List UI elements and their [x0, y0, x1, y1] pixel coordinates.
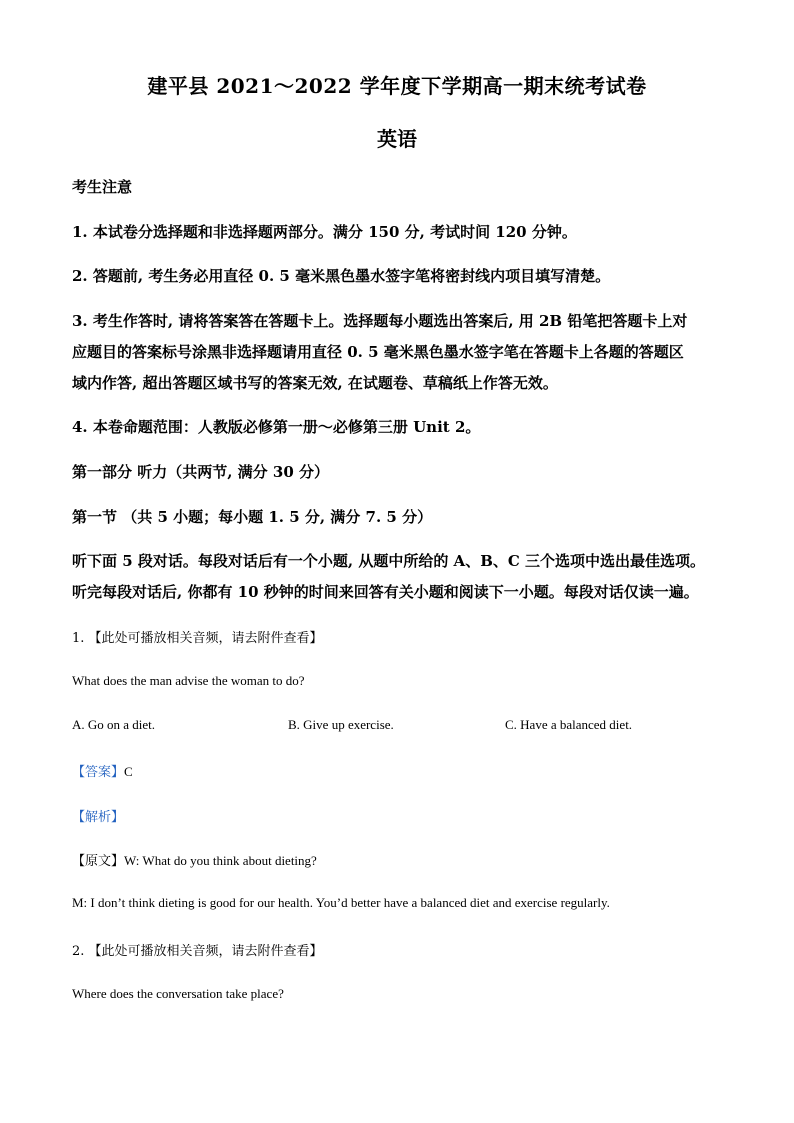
answer-tag: 【答案】 — [72, 765, 125, 780]
part1-heading: 第一部分 听力（共两节, 满分 30 分） — [72, 463, 329, 481]
q1-question: What does the man advise the woman to do? — [72, 673, 305, 688]
q1-answer-line — [72, 761, 133, 780]
q1-original-w: W: What do you think about dieting? — [124, 853, 317, 868]
subject-title: 英语 — [377, 127, 417, 151]
q1-option-a: A. Go on a diet. — [72, 717, 156, 732]
q2-audio-note: 2. 【此处可播放相关音频，请去附件查看】 — [72, 944, 323, 959]
listening-instructions-1: 听下面 5 段对话。每段对话后有一个小题, 从题中所给的 A、B、C 三个选项中选出最佳选项。 — [72, 552, 706, 570]
analysis-tag: 【解析】 — [72, 810, 125, 825]
q1-audio-note: 1. 【此处可播放相关音频，请去附件查看】 — [72, 631, 323, 646]
q1-original-m: M: I don’t think dieting is good for our health. You’d better have a balanced diet and exercise regularly. — [72, 895, 610, 910]
notice-heading: 考生注意 — [72, 178, 133, 196]
notice-item-3-cont2: 域内作答, 超出答题区域书写的答案无效, 在试题卷、草稿纸上作答无效。 — [72, 374, 558, 392]
q1-option-c: C. Have a balanced diet. — [505, 717, 633, 732]
q1-answer: C — [124, 764, 133, 779]
q1-option-b: B. Give up exercise. — [288, 717, 394, 732]
notice-item-2: 2. 答题前, 考生务必用直径 0. 5 毫米黑色墨水签字笔将密封线内项目填写清楚。 — [72, 267, 611, 285]
notice-item-3: 3. 考生作答时, 请将答案答在答题卡上。选择题每小题选出答案后, 用 2B 铅笔把答题卡上对 — [72, 312, 688, 330]
listening-instructions-2: 听完每段对话后, 你都有 10 秒钟的时间来回答有关小题和阅读下一小题。每段对话仅读一遍。 — [72, 583, 699, 601]
notice-item-4: 4. 本卷命题范围：人教版必修第一册～必修第三册 Unit 2。 — [72, 418, 481, 436]
q1-original-w-line — [72, 850, 317, 869]
exam-title: 建平县 2021～2022 学年度下学期高一期末统考试卷 — [147, 74, 647, 98]
notice-item-1: 1. 本试卷分选择题和非选择题两部分。满分 150 分, 考试时间 120 分钟。 — [72, 223, 577, 241]
notice-item-3-cont: 应题目的答案标号涂黑非选择题请用直径 0. 5 毫米黑色墨水签字笔在答题卡上各题的答题区 — [72, 343, 684, 361]
q2-question: Where does the conversation take place? — [72, 986, 284, 1001]
original-tag: 【原文】 — [72, 854, 125, 869]
section1-heading: 第一节 （共 5 小题；每小题 1. 5 分, 满分 7. 5 分） — [72, 508, 433, 526]
